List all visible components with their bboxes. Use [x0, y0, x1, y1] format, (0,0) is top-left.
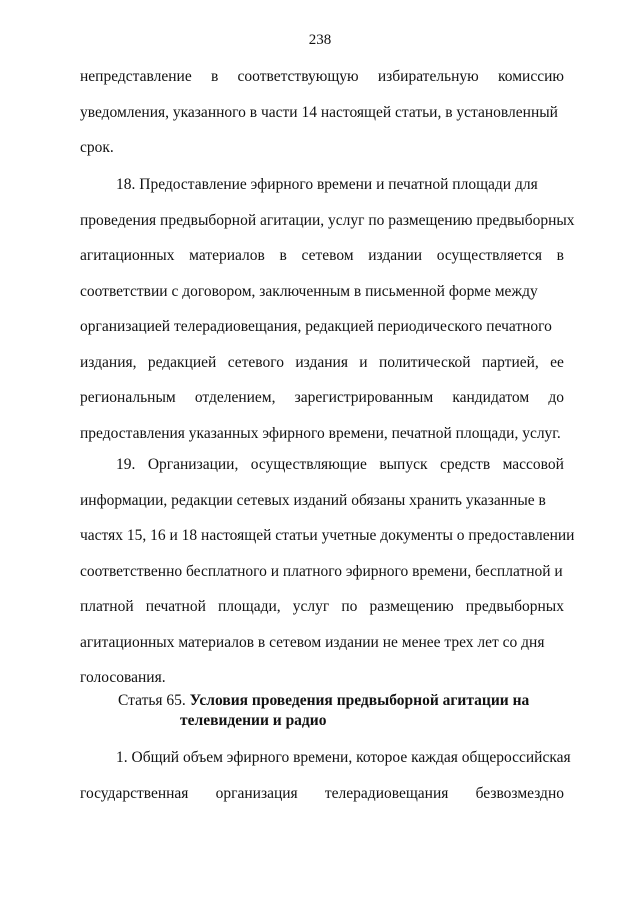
- text-line: соответствии с договором, заключенным в письменной форме между: [80, 282, 538, 300]
- word: политической: [378, 353, 471, 371]
- text-line: срок.: [80, 139, 114, 156]
- word: осуществляющие: [250, 456, 367, 473]
- word: государственная: [80, 784, 189, 802]
- text-line: проведения предвыборной агитации, услуг по размещению предвыборных: [80, 211, 575, 229]
- word: услуг: [292, 598, 330, 615]
- text-line: голосования.: [80, 669, 166, 686]
- word: размещению: [369, 598, 454, 615]
- word: издания,: [80, 353, 137, 371]
- text-line: [80, 68, 564, 86]
- word: издания: [295, 353, 348, 371]
- text-line: [80, 247, 564, 265]
- word: в: [279, 247, 287, 264]
- word: платной: [80, 598, 134, 615]
- word: площади,: [218, 598, 281, 615]
- word: массовой: [502, 456, 564, 473]
- word: соответствующую: [237, 68, 359, 85]
- text-line: соответственно бесплатного и платного эфирного времени, бесплатной и: [80, 562, 563, 580]
- word: Организации,: [147, 456, 239, 473]
- text-line: [80, 354, 564, 372]
- word: телерадиовещания: [324, 784, 449, 802]
- text-line: предоставления указанных эфирного времени, печатной площади, услуг.: [80, 424, 561, 442]
- word: агитационных: [80, 247, 175, 264]
- text-line: 1. Общий объем эфирного времени, которое каждая общероссийская: [116, 749, 571, 766]
- text-line: [80, 598, 564, 616]
- word: кандидатом: [452, 389, 530, 406]
- word: сетевом: [301, 247, 354, 264]
- word: в: [210, 68, 219, 85]
- word: в: [556, 247, 564, 264]
- word: выпуск: [379, 456, 428, 473]
- article-heading: [118, 692, 530, 729]
- text-line: уведомления, указанного в части 14 настоящей статьи, в установленный: [80, 103, 558, 121]
- word: осуществляется: [436, 247, 542, 264]
- word: по: [341, 598, 358, 615]
- word: партией,: [481, 353, 539, 371]
- word: предвыборных: [465, 598, 564, 615]
- word: региональным: [80, 389, 176, 406]
- word: 19.: [116, 456, 136, 473]
- word: издании: [368, 247, 423, 264]
- text-line: частях 15, 16 и 18 настоящей статьи учетные документы о предоставлении: [80, 527, 575, 544]
- text-line: [116, 456, 564, 474]
- word: редакцией: [147, 353, 217, 371]
- word: безвозмездно: [475, 784, 564, 802]
- article-title-line1: Условия проведения предвыборной агитации на: [189, 692, 530, 709]
- text-line: [80, 785, 564, 803]
- word: отделением,: [194, 389, 276, 406]
- word: до: [548, 389, 564, 406]
- page-number: 238: [308, 32, 332, 48]
- word: комиссию: [498, 68, 564, 85]
- word: сетевого: [227, 353, 284, 371]
- text-line: агитационных материалов в сетевом издании не менее трех лет со дня: [80, 633, 545, 651]
- word: зарегистрированным: [294, 389, 434, 406]
- word: средств: [439, 456, 491, 473]
- text-line: [80, 389, 564, 407]
- text-line: организацией телерадиовещания, редакцией периодического печатного: [80, 318, 552, 335]
- text-line: информации, редакции сетевых изданий обязаны хранить указанные в: [80, 491, 546, 509]
- word: ее: [550, 353, 564, 371]
- word: избирательную: [377, 68, 479, 85]
- word: материалов: [189, 247, 265, 264]
- word: печатной: [145, 598, 206, 615]
- word: и: [359, 353, 368, 371]
- text-line: 18. Предоставление эфирного времени и печатной площади для: [116, 176, 538, 193]
- word: организация: [215, 784, 298, 802]
- article-label: Статья 65.: [118, 692, 186, 709]
- word: непредставление: [80, 68, 192, 85]
- article-title-line2: телевидении и радио: [180, 712, 327, 729]
